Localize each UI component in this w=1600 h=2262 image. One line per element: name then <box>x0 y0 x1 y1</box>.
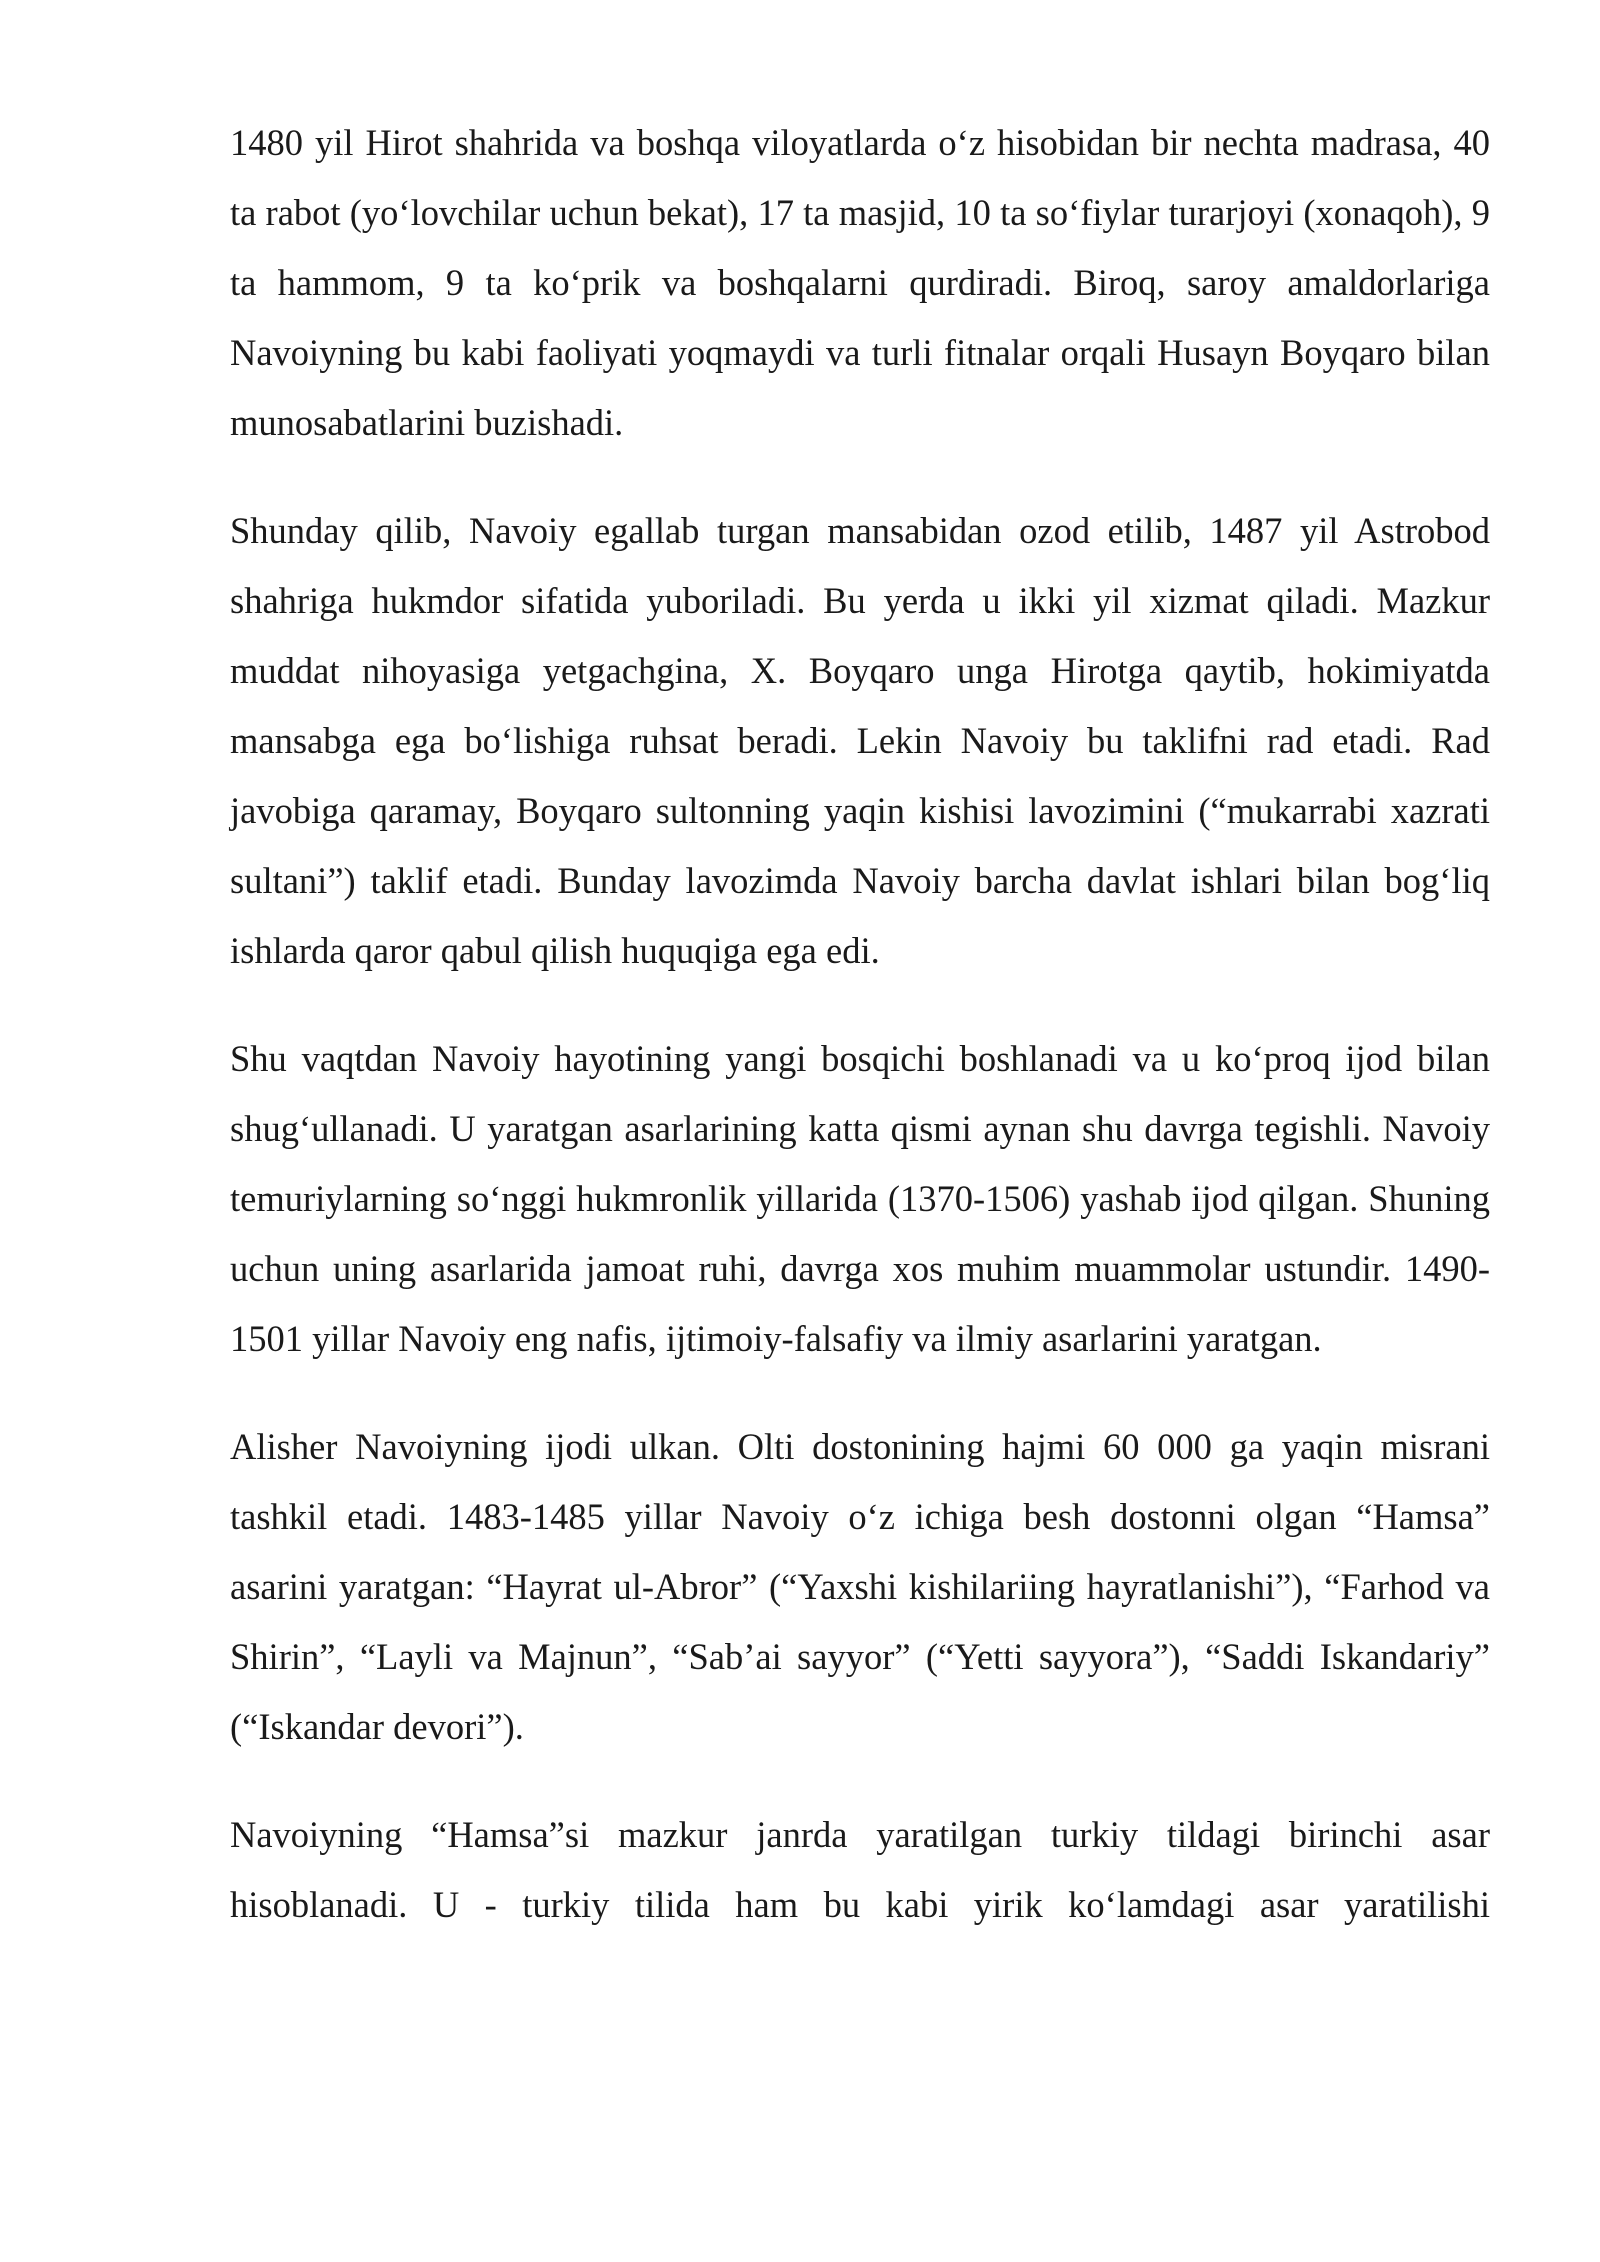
paragraph-2: Shunday qilib, Navoiy egallab turgan mansabidan ozod etilib, 1487 yil Astrobod shahriga hukmdor sifatida yuboriladi. Bu yerda u ikki yil xizmat qiladi. Mazkur muddat nihoyasiga yetgachgina, X. Boyqaro unga Hirotga qaytib, hokimiyatda mansabga ega bo‘lishiga ruhsat beradi. Lekin Navoiy bu taklifni rad etadi. Rad javobiga qaramay, Boyqaro sultonning yaqin kishisi lavozimini (“mukarrabi xazrati sultani”) taklif etadi. Bunday lavozimda Navoiy barcha davlat ishlari bilan bog‘liq ishlarda qaror qabul qilish huquqiga ega edi. <box>230 510 1490 971</box>
document-body <box>230 108 1490 1978</box>
paragraph-4: Alisher Navoiyning ijodi ulkan. Olti dostonining hajmi 60 000 ga yaqin misrani tashkil etadi. 1483-1485 yillar Navoiy o‘z ichiga besh dostonni olgan “Hamsa” asarini yaratgan: “Hayrat ul-Abror” (“Yaxshi kishilariing hayratlanishi”), “Farhod va Shirin”, “Layli va Majnun”, “Sab’ai sayyor” (“Yetti sayyora”), “Saddi Iskandariy” (“Iskandar devori”). <box>230 1426 1490 1747</box>
paragraph-5: Navoiyning “Hamsa”si mazkur janrda yaratilgan turkiy tildagi birinchi asar hisoblanadi. U - turkiy tilida ham bu kabi yirik ko‘lamdagi asar yaratilishi <box>230 1814 1490 1925</box>
paragraph-1: 1480 yil Hirot shahrida va boshqa viloyatlarda o‘z hisobidan bir nechta madrasa, 40 ta rabot (yo‘lovchilar uchun bekat), 17 ta masjid, 10 ta so‘fiylar turarjoyi (xonaqoh), 9 ta hammom, 9 ta ko‘prik va boshqalarni qurdiradi. Biroq, saroy amaldorlariga Navoiyning bu kabi faoliyati yoqmaydi va turli fitnalar orqali Husayn Boyqaro bilan munosabatlarini buzishadi. <box>230 122 1490 443</box>
paragraph-3: Shu vaqtdan Navoiy hayotining yangi bosqichi boshlanadi va u ko‘proq ijod bilan shug‘ullanadi. U yaratgan asarlarining katta qismi aynan shu davrga tegishli. Navoiy temuriylarning so‘nggi hukmronlik yillarida (1370-1506) yashab ijod qilgan. Shuning uchun uning asarlarida jamoat ruhi, davrga xos muhim muammolar ustundir. 1490-1501 yillar Navoiy eng nafis, ijtimoiy-falsafiy va ilmiy asarlarini yaratgan. <box>230 1038 1490 1359</box>
